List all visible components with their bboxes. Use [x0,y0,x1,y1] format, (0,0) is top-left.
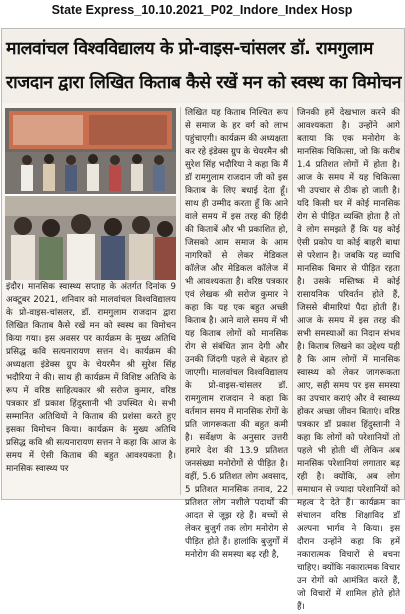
article-column-3 [297,107,401,612]
headline-line-2: राजदान द्वारा लिखित किताब कैसे रखें मन को स्वस्थ का विमोचन [6,73,402,93]
article-column-1-text: इंदौर। मानसिक स्वास्थ्य सप्ताह के अंतर्गत दिनांक 9 अक्टूबर 2021, शनिवार को मालवांचल विश्वविद्यालय के प्रो-वाइस-चांसलर, डॉ. रामगुलाम राजदान द्वारा लिखित किताब कैसे रखें मन को स्वस्थ का विमोचन किया गया। इस अवसर पर कार्यक्रम के मुख्य अतिथि प्रसिद्ध कवि सत्यनारायण सत्तन थे। कार्यक्रम की अध्यक्षता इंडेक्स ग्रुप के चेयरमैन श्री सुरेश सिंह भदौरिया ने की। साथ ही कार्यक्रम में विशिष्ट अतिथि के रूप में वरिष्ठ साहित्यकार श्री सरोज कुमार, वरिष्ठ पत्रकार डॉ प्रकाश हिंदुस्तानी भी उपस्थित थे। सभी सम्मानित अतिथियों ने किताब की प्रशंसा करते हुए इसका विमोचन किया। कार्यक्रम के मुख्य अतिथि प्रसिद्ध कवि श्री सत्यनारायण सत्तन ने कहा कि आज के समय में ऐसी किताब की बहुत आवश्यकता है। मानसिक स्वास्थ्य पर [6,282,176,474]
article-column-2-text: लिखित यह किताब निश्चित रूप से समाज के हर वर्ग को लाभ पहुंचाएगी। कार्यक्रम की अध्यक्षता कर रहे इंडेक्स ग्रुप के चेयरमैन श्री सुरेश सिंह भदौरिया ने कहा कि मैं डॉ रामगुलाम राजदान जी को इस किताब के लिए बधाई देता हूँ। साथ ही उम्मीद करता हूँ कि आने वाले समय में इस तरह की हिंदी की किताबें और भी प्रकाशित हो, जिसको आम समाज के आम नागरिकों से लेकर मेडिकल कॉलेज और मेडिकल कॉलेज में भी आवश्यकता है। वरिष्ठ पत्रकार एवं लेखक श्री सरोज कुमार ने कहा कि यह एक बहुत अच्छी किताब है। आने वाले समय में भी यह किताब लोगों को मानसिक रोग से संबंधित ज्ञान देगी और उनकी जिंदगी पहले से बेहतर हो जाएगी। मालवांचल विश्वविद्यालय के प्रो-वाइस-चांसलर डॉ. रामगुलाम राजदान ने कहा कि वर्तमान समय में मानसिक रोगों के प्रति जागरूकता की बहुत कमी है। सर्वेक्षण के अनुसार उत्तरी हमारे देश की 13.9 प्रतिशत जनसंख्या मनोरोगों से पीड़ित है। वहीं, 5.6 प्रतिशत लोग अवसाद, 5 प्रतिशत मानसिक तनाव, 22 प्रतिशत लोग नशीले पदार्थों की आदत से जूझ रहे हैं। बच्चों से लेकर बुजुर्ग तक लोग मनोरोग से पीड़ित होते हैं। हालांकि बुजुर्गों में मनोरोग की समस्या बढ़ रही है, [185,108,288,560]
article-column-3-text: जिनकी हमें देखभाल करने की आवश्यकता है। उन्होंने आगे बताया कि एक मनोरोग के मानसिक चिकित्सा, जो कि करीब 1.4 प्रतिशत लोगों में होता है। आज के समय में यह चिकित्सा भी उपचार से ठीक हो जाती है। यदि किसी घर में कोई मानसिक रोग से पीड़ित व्यक्ति होता है तो वे लोग समझते हैं कि यह कोई ऐसी प्रकोप या कोई बाहरी बाधा से परेशान है। जबकि यह व्याधि मानसिक बिमार से पीड़ित रहता है। उसके मस्तिष्क में कोई रासायनिक परिवर्तन होते हैं, जिससे बीमारियां पैदा होती हैं। आज के समय में इस तरह की सभी समस्याओं का निदान संभव है। किताब लिखने का उद्देश्य यही है कि आम लोगों में मानसिक स्वास्थ्य को लेकर जागरूकता आए, सही समय पर इस समस्या का उपचार कराएं और वे स्वास्थ्य होकर अच्छा जीवन बिताएं। वरिष्ठ पत्रकार डॉ प्रकाश हिंदुस्तानी ने कहा कि लोगों को परेशानियों तो पहले भी होती थीं लेकिन अब मानसिक परेशानियां लगातार बढ़ रही है। क्योंकि, अब लोग समाधान से ज्यादा परेशानियों को महत्व दे देते हैं। कार्यक्रम का संचालन वरिष्ठ शिक्षाविद डॉ अल्पना भार्गव ने किया। इस दौरान उन्होंने कहा कि हमें नकारात्मक विचारों से बचना चाहिए। क्योंकि नकारात्मक विचार उन रोगों को आमंत्रित करते हैं, जो विचारों में शामिल होते होते हैं। [297,108,401,612]
newspaper-clipping [1,28,405,612]
event-photo [5,108,176,280]
column-rule-2 [292,107,293,495]
event-photo-image [5,108,176,280]
headline-line-1: मालवांचल विश्वविद्यालय के प्रो-वाइस-चांसलर डॉ. रामगुलाम [6,39,373,59]
column-rule-1 [180,107,181,495]
article-column-2 [185,107,288,560]
page-caption: State Express_10.10.2021_P02_Indore_Index Hosp [51,3,353,17]
headline-block [2,29,404,103]
article-column-1 [6,281,176,495]
